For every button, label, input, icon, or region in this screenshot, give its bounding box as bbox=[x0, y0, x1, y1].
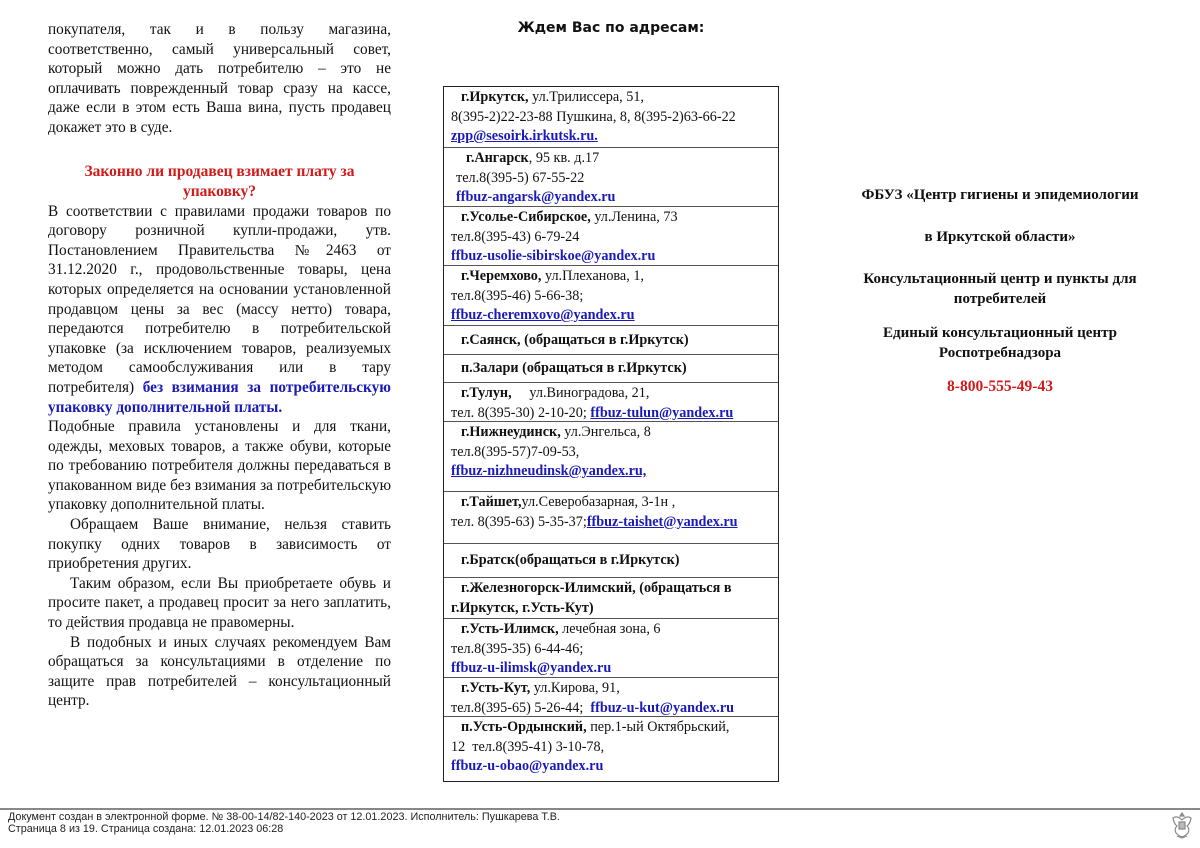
email-link[interactable]: ffbuz-nizhneudinsk@yandex.ru, bbox=[451, 463, 647, 479]
city-name: г.Нижнеудинск, bbox=[461, 424, 561, 440]
phone-text: тел.8(395-35) 6-44-46; bbox=[451, 640, 584, 657]
paragraph-other-goods: Подобные правила установлены и для ткани, одежды, меховых товаров, а также обуви, которые по требованию потребителя должны передаваться в упакованном виде без взимания за потребительскую упаковку дополнительной платы. bbox=[48, 418, 391, 514]
phone-text: 8(395-2)22-23-88 Пушкина, 8, 8(395-2)63-66-22 bbox=[451, 108, 736, 125]
city-name: г.Тайшет, bbox=[461, 494, 522, 510]
address-row-bratsk bbox=[444, 543, 778, 577]
address-text: ул.Северобазарная, 3-1н , bbox=[521, 494, 676, 510]
address-row-tulun bbox=[444, 382, 778, 421]
phone-text: тел.8(395-5) 67-55-22 bbox=[456, 169, 585, 186]
city-name: г.Усть-Илимск, bbox=[461, 621, 559, 637]
paragraph-recommendation: В подобных и иных случаях рекомендуем Вам обращаться за консультациями в отделение по защите прав потребителей – консультационный центр. bbox=[48, 633, 391, 710]
phone-text: тел.8(395-65) 5-26-44; bbox=[451, 699, 591, 716]
address-row-cheremkhovo bbox=[444, 265, 778, 325]
address-row-ust-ilimsk bbox=[444, 618, 778, 677]
city-name: г.Братск(обращаться в г.Иркутск) bbox=[461, 552, 680, 569]
phone-text: тел.8(395-43) 6-79-24 bbox=[451, 228, 580, 245]
email-link[interactable]: ffbuz-angarsk@yandex.ru bbox=[456, 189, 616, 205]
address-text: ул.Ленина, 73 bbox=[590, 209, 678, 225]
unified-center-heading: Единый консультационный центр Роспотребнадзора bbox=[883, 325, 1117, 361]
address-row-usolie bbox=[444, 206, 778, 265]
address-row-ust-kut bbox=[444, 677, 778, 716]
org-name-line1: ФБУЗ «Центр гигиены и эпидемиологии bbox=[861, 187, 1139, 203]
addresses-title: Ждем Вас по адресам: bbox=[517, 20, 705, 36]
city-name: п.Усть-Ордынский, bbox=[461, 719, 587, 735]
org-name-line2: в Иркутской области» bbox=[924, 229, 1076, 245]
footer-divider bbox=[0, 808, 1200, 810]
section-heading-packaging: Законно ли продавец взимает плату за упаковку? bbox=[84, 162, 355, 200]
packaging-rules-emphasis: без взимания за потребительскую упаковку дополнительной платы. bbox=[48, 378, 391, 416]
coat-of-arms-icon bbox=[1168, 810, 1196, 840]
address-text: , 95 кв. д.17 bbox=[528, 150, 600, 166]
paragraph-shoes-example: Таким образом, если Вы приобретаете обувь и просите пакет, а продавец просит за него заплатить, то действия продавца не правомерны. bbox=[48, 574, 391, 632]
city-name: г.Иркутск, bbox=[461, 89, 529, 105]
city-name: г.Усть-Кут, bbox=[461, 680, 531, 696]
footer-document-info: Документ создан в электронной форме. № 38-00-14/82-140-2023 от 12.01.2023. Исполнитель: Пушкарева Т.В. bbox=[8, 811, 560, 823]
email-link[interactable]: ffbuz-usolie-sibirskoe@yandex.ru bbox=[451, 248, 656, 264]
email-link[interactable]: ffbuz-u-obao@yandex.ru bbox=[451, 758, 604, 774]
phone-text: тел.8(395-46) 5-66-38; bbox=[451, 287, 584, 304]
city-name: г.Железногорск-Илимский, (обращаться в bbox=[461, 580, 732, 596]
right-column bbox=[830, 185, 1170, 397]
phone-text: тел.8(395-57)7-09-53, bbox=[451, 443, 580, 460]
document-footer bbox=[8, 812, 560, 836]
address-row-zheleznogorsk bbox=[444, 577, 778, 618]
city-name: г.Саянск, (обращаться в г.Иркутск) bbox=[461, 331, 689, 348]
email-link[interactable]: ffbuz-cheremxovo@yandex.ru bbox=[451, 307, 635, 323]
address-text: ул.Виноградова, 21, bbox=[511, 385, 650, 401]
consult-points-heading: Консультационный центр и пункты для потребителей bbox=[863, 271, 1137, 307]
address-text: лечебная зона, 6 bbox=[558, 621, 661, 637]
paragraph-attention: Обращаем Ваше внимание, нельзя ставить покупку одних товаров в зависимость от приобретения других. bbox=[48, 516, 391, 573]
email-link[interactable]: zpp@sesoirk.irkutsk.ru. bbox=[451, 128, 598, 144]
phone-text: тел. 8(395-30) 2-10-20; bbox=[451, 404, 591, 421]
left-column bbox=[48, 20, 391, 711]
address-row-angarsk bbox=[444, 147, 778, 206]
paragraph-damaged-goods: покупателя, так и в пользу магазина, соответственно, самый универсальный совет, который можно дать потребителю – это не оплачивать поврежденный товар сразу на кассе, даже если в этом есть Ваша вина, пусть продавец докажет это в суде. bbox=[48, 21, 391, 136]
address-row-irkutsk bbox=[444, 87, 778, 147]
city-name: г.Ангарск bbox=[466, 150, 529, 166]
email-link[interactable]: ffbuz-taishet@yandex.ru bbox=[586, 513, 738, 530]
address-row-zalari bbox=[444, 354, 778, 382]
address-text: ул.Плеханова, 1, bbox=[541, 268, 644, 284]
address-row-ust-ordynsky bbox=[444, 716, 778, 781]
city-name: г.Тулун, bbox=[461, 385, 512, 401]
email-link[interactable]: ffbuz-u-ilimsk@yandex.ru bbox=[451, 660, 612, 676]
address-row-nizhneudinsk bbox=[444, 421, 778, 491]
packaging-rules-text: В соответствии с правилами продажи товаров по договору розничной купли-продажи, утв. Постановлением Правительства №2463 от 31.12.2020 г., продовольственные товары, цена которых определяется на основании установленной продавцом цены за вес (массу нетто) товара, передаются потребителю в потребительской упаковке (за исключением товаров, реализуемых методом самообслуживания или в тару потребителя) bbox=[48, 202, 391, 396]
address-text: ул.Трилиссера, 51, bbox=[528, 89, 644, 105]
paragraph-packaging-rules bbox=[48, 202, 391, 418]
address-text: ул.Кирова, 91, bbox=[530, 680, 620, 696]
address-text: пер.1-ый Октябрьский, bbox=[586, 719, 730, 735]
city-name: п.Залари (обращаться в г.Иркутск) bbox=[461, 360, 687, 377]
email-link[interactable]: ffbuz-tulun@yandex.ru bbox=[590, 404, 734, 421]
email-link[interactable]: ffbuz-u-kut@yandex.ru bbox=[590, 699, 735, 716]
phone-text: 12 тел.8(395-41) 3-10-78, bbox=[451, 738, 605, 755]
hotline-phone[interactable]: 8-800-555-49-43 bbox=[947, 378, 1053, 395]
address-text: ул.Энгельса, 8 bbox=[560, 424, 651, 440]
phone-text: тел. 8(395-63) 5-35-37; bbox=[451, 513, 587, 530]
address-row-taishet bbox=[444, 491, 778, 543]
city-name: г.Черемхово, bbox=[461, 268, 542, 284]
addresses-table bbox=[443, 86, 779, 782]
footer-page-info: Страница 8 из 19. Страница создана: 12.01.2023 06:28 bbox=[8, 822, 284, 835]
address-row-sayansk bbox=[444, 325, 778, 354]
city-name: г.Усолье-Сибирское, bbox=[461, 209, 591, 225]
city-note: г.Иркутск, г.Усть-Кут) bbox=[451, 599, 594, 616]
